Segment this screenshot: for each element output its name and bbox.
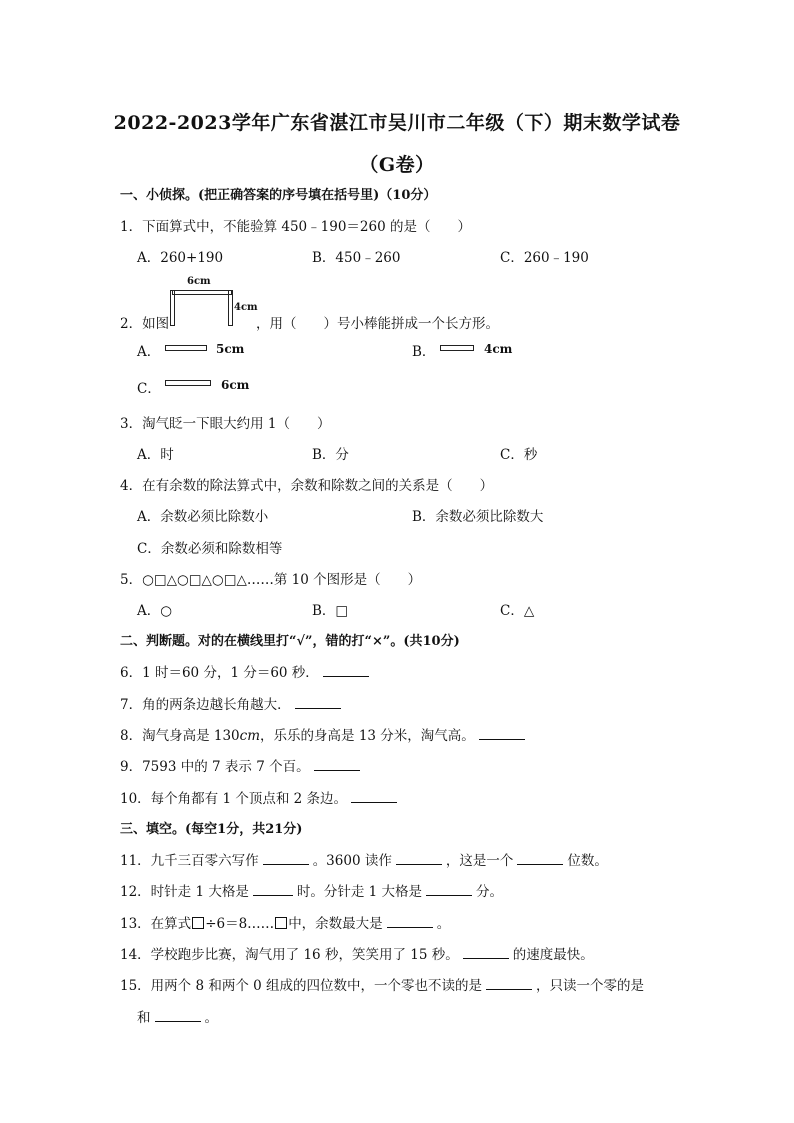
question-8 (120, 727, 529, 745)
q2-figure-side-label: 4cm (234, 302, 258, 313)
q1-option-b: B．450﹣260 (312, 250, 401, 266)
q7-answer-blank[interactable] (295, 696, 341, 709)
q5-shape-sequence: ○□△○□△○□△ (142, 572, 247, 588)
q2-left-stick (170, 290, 175, 326)
q2-figure-top-label: 6cm (187, 276, 211, 287)
q5-tail: ……第 10 个图形是（ ） (246, 572, 422, 588)
q11-text-d: 位数。 (567, 853, 608, 869)
q6-answer-blank[interactable] (323, 664, 369, 677)
q2-option-a: A． (137, 344, 161, 360)
q10-text: 10．每个角都有 1 个顶点和 2 条边。 (120, 791, 348, 807)
q13-box-icon-2 (275, 917, 287, 929)
q2-stick-a (165, 345, 207, 351)
q2-stick-c-length: 6cm (221, 378, 250, 392)
q8-unit: cm (239, 728, 261, 744)
q5-option-c: C．△ (500, 603, 535, 619)
q2-top-stick (172, 290, 232, 295)
question-15-cont (137, 1009, 218, 1027)
question-4: 4．在有余数的除法算式中，余数和除数之间的关系是（ ） (120, 478, 494, 494)
question-10 (120, 790, 401, 808)
q15-text-b: ，只读一个零的是 (536, 978, 645, 994)
q4-option-c: C．余数必须和除数相等 (137, 541, 283, 557)
q11-text-c: ，这是一个 (445, 853, 514, 869)
q13-box-icon-1 (192, 917, 204, 929)
q2-option-b: B． (412, 344, 436, 360)
q1-option-c: C．260﹣190 (500, 250, 589, 266)
q3-option-a: A．时 (137, 447, 174, 463)
q2-stick-a-length: 5cm (216, 342, 245, 356)
exam-title-sub: （G卷） (359, 154, 435, 176)
q2-option-c: C． (137, 381, 161, 397)
q3-option-b: B．分 (312, 447, 349, 463)
section-2-heading: 二、判断题。对的在横线里打“√”，错的打“×”。(共10分) (120, 634, 460, 649)
q14-text-b: 的速度最快。 (512, 947, 594, 963)
q9-text: 9．7593 中的 7 表示 7 个百。 (120, 759, 310, 775)
q10-answer-blank[interactable] (351, 790, 397, 803)
q2-stick-c (165, 380, 211, 386)
q5-option-a: A．○ (137, 603, 173, 619)
q2-stick-b-length: 4cm (484, 342, 513, 356)
section-1-heading: 一、小侦探。(把正确答案的序号填在括号里)（10分） (120, 188, 437, 203)
q5-number: 5． (120, 572, 143, 588)
q8-text-a: 8．淘气身高是 130 (120, 728, 240, 744)
question-2-suffix: ，用（ ）号小棒能拼成一个长方形。 (256, 316, 499, 332)
question-11 (120, 852, 608, 870)
q11-blank-2[interactable] (396, 852, 442, 865)
q13-text-d: 。 (436, 916, 451, 932)
q14-blank[interactable] (463, 946, 509, 959)
q8-text-b: ，乐乐的身高是 13 分米，淘气高。 (260, 728, 475, 744)
q13-text-c: 中，余数最大是 (288, 916, 383, 932)
q12-text-c: 分。 (476, 884, 504, 900)
question-12 (120, 883, 503, 901)
question-5 (120, 571, 421, 589)
q15-text-c: 和 (137, 1010, 151, 1026)
q13-text-b: ÷6＝8…… (205, 916, 275, 932)
question-14 (120, 946, 594, 964)
q15-blank-1[interactable] (486, 977, 532, 990)
question-7 (120, 696, 345, 714)
q5-option-b: B．□ (312, 603, 349, 619)
q11-text-b: 。3600 读作 (312, 853, 392, 869)
q13-text-a: 13．在算式 (120, 916, 192, 932)
question-13 (120, 915, 450, 933)
question-9 (120, 758, 364, 776)
q11-text-a: 11．九千三百零六写作 (120, 853, 259, 869)
q12-text-b: 时。分针走 1 大格是 (296, 884, 423, 900)
exam-title: 2022-2023学年广东省湛江市吴川市二年级（下）期末数学试卷 (113, 112, 681, 134)
question-6 (120, 664, 373, 682)
q4-option-b: B．余数必须比除数大 (412, 509, 544, 525)
q2-stick-b (440, 345, 474, 351)
q13-blank[interactable] (387, 915, 433, 928)
q1-option-a: A．260+190 (137, 250, 224, 266)
q3-option-c: C．秒 (500, 447, 538, 463)
q9-answer-blank[interactable] (314, 758, 360, 771)
q6-text: 6．1 时＝60 分，1 分＝60 秒． (120, 665, 319, 681)
q11-blank-1[interactable] (263, 852, 309, 865)
q11-blank-3[interactable] (517, 852, 563, 865)
q7-text: 7．角的两条边越长角越大． (120, 697, 291, 713)
section-3-heading: 三、填空。(每空1分，共21分) (120, 822, 303, 837)
q2-frame-figure (168, 276, 258, 328)
question-15 (120, 977, 644, 995)
q8-answer-blank[interactable] (479, 727, 525, 740)
question-3: 3．淘气眨一下眼大约用 1（ ） (120, 416, 331, 432)
q15-text-d: 。 (204, 1010, 218, 1026)
q14-text-a: 14．学校跑步比赛，淘气用了 16 秒，笑笑用了 15 秒。 (120, 947, 459, 963)
question-1: 1．下面算式中，不能验算 450﹣190＝260 的是（ ） (120, 219, 471, 235)
q12-blank-2[interactable] (426, 883, 472, 896)
question-2-prefix: 2．如图 (120, 316, 170, 332)
q2-right-stick (228, 290, 233, 326)
q4-option-a: A．余数必须比除数小 (137, 509, 269, 525)
q12-text-a: 12．时针走 1 大格是 (120, 884, 249, 900)
q12-blank-1[interactable] (253, 883, 293, 896)
q15-blank-2[interactable] (155, 1009, 201, 1022)
q15-text-a: 15．用两个 8 和两个 0 组成的四位数中，一个零也不读的是 (120, 978, 483, 994)
